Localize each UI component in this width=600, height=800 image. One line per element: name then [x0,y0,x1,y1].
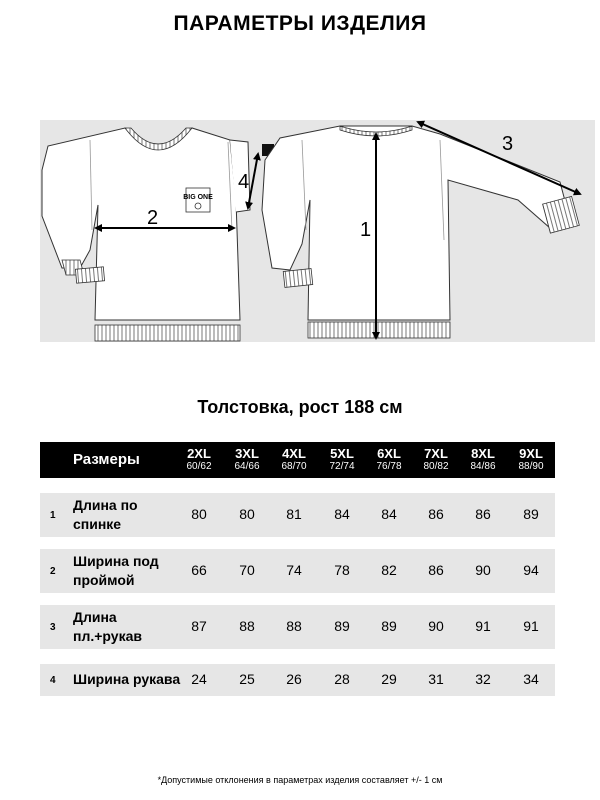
logo-text: BIG ONE [183,194,213,201]
cell-value: 80 [191,506,207,522]
size-col-6xl: 6XL 76/78 [376,446,402,472]
size-col-7xl: 7XL 80/82 [423,446,449,472]
marker-4: 4 [238,171,250,193]
cell-value: 29 [381,671,397,687]
cell-value: 86 [428,562,444,578]
row-label: Длина пл.+рукав [73,609,142,644]
row-number: 2 [50,566,56,577]
size-table-header [40,442,555,478]
cell-value: 28 [334,671,350,687]
cell-value: 70 [239,562,255,578]
row-label: Ширина под проймой [73,553,159,588]
size-col-2xl: 2XL 60/62 [186,446,212,472]
cell-value: 82 [381,562,397,578]
size-col-3xl: 3XL 64/66 [234,446,260,472]
marker-3: 3 [502,133,514,155]
garment-diagram [40,120,595,342]
sweatshirt-sketch [40,120,595,342]
cell-value: 66 [191,562,207,578]
cell-value: 78 [334,562,350,578]
size-col-9xl: 9XL 88/90 [518,446,544,472]
front-view [42,128,250,341]
back-view [262,126,579,338]
size-col-5xl: 5XL 72/74 [329,446,355,472]
cell-value: 84 [334,506,350,522]
logo-icon [183,188,213,212]
cell-value: 84 [381,506,397,522]
cell-value: 25 [239,671,255,687]
size-col-4xl: 4XL 68/70 [281,446,307,472]
front-cuff [75,267,104,283]
row-number: 3 [50,622,56,633]
cell-value: 31 [428,671,444,687]
table-row-chest-width [40,549,555,593]
cell-value: 90 [475,562,491,578]
cell-value: 34 [523,671,539,687]
tolerance-footnote: *Допустимые отклонения в параметрах изделия составляет +/- 1 см [157,775,443,785]
page-title: ПАРАМЕТРЫ ИЗДЕЛИЯ [173,12,427,35]
sizes-header-label: Размеры [73,451,140,468]
row-label: Ширина рукава [73,671,181,687]
cell-value: 87 [191,618,207,634]
marker-2: 2 [147,207,159,229]
cell-value: 24 [191,671,207,687]
row-number: 1 [50,510,56,521]
cell-value: 26 [286,671,302,687]
cell-value: 91 [475,618,491,634]
size-col-8xl: 8XL 84/86 [470,446,496,472]
cell-value: 90 [428,618,444,634]
table-row-sleeve-width [40,664,555,696]
cell-value: 81 [286,506,302,522]
cell-value: 94 [523,562,539,578]
cell-value: 88 [239,618,255,634]
table-row-shoulder-sleeve-length [40,605,555,649]
cell-value: 88 [286,618,302,634]
cell-value: 89 [381,618,397,634]
product-subtitle: Толстовка, рост 188 см [197,397,403,417]
cell-value: 32 [475,671,491,687]
marker-1: 1 [360,219,372,241]
cell-value: 86 [428,506,444,522]
row-label: Длина по спинке [73,497,138,532]
cell-value: 89 [523,506,539,522]
table-row-back-length [40,493,555,537]
cell-value: 89 [334,618,350,634]
cell-value: 86 [475,506,491,522]
cell-value: 74 [286,562,302,578]
cell-value: 80 [239,506,255,522]
cell-value: 91 [523,618,539,634]
row-number: 4 [50,675,56,686]
